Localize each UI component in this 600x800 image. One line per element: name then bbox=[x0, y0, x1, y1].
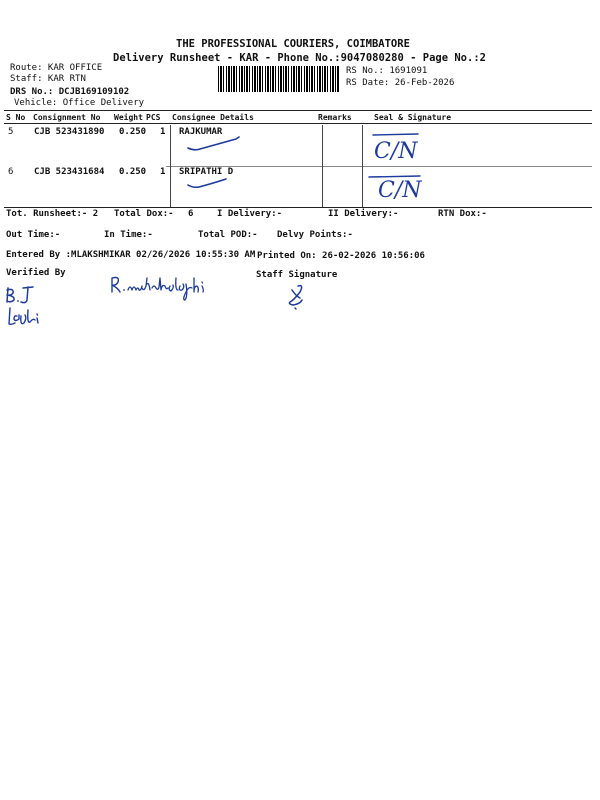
tot-runsheet: Tot. Runsheet:- 2 bbox=[6, 209, 99, 219]
table-bottom-rule bbox=[4, 207, 592, 208]
route-label: Route: KAR OFFICE bbox=[10, 63, 103, 73]
header-remarks: Remarks bbox=[318, 113, 352, 122]
row-consignee: SRIPATHI D bbox=[179, 167, 234, 177]
verified-by-label: Verified By bbox=[6, 268, 66, 278]
row-consignee: RAJKUMAR bbox=[179, 127, 223, 137]
drs-number: DRS No.: DCJB169109102 bbox=[10, 87, 130, 97]
verifier-signature bbox=[2, 282, 62, 342]
header-seal: Seal & Signature bbox=[374, 113, 452, 122]
row-tick-mark bbox=[184, 134, 248, 156]
runsheet-title: Delivery Runsheet - KAR - Phone No.:9047080280 - Page No.:2 bbox=[113, 52, 486, 64]
row-pcs: 1 bbox=[160, 127, 166, 137]
verifier-signature-name bbox=[108, 270, 236, 306]
total-pod: Total POD:- bbox=[198, 230, 258, 240]
i-delivery: I Delivery:- bbox=[217, 209, 283, 219]
total-dox: Total Dox:- bbox=[114, 209, 174, 219]
staff-label: Staff: KAR RTN bbox=[10, 74, 86, 84]
printed-on: Printed On: 26-02-2026 10:56:06 bbox=[257, 251, 425, 261]
barcode bbox=[218, 66, 340, 92]
rtn-dox: RTN Dox:- bbox=[438, 209, 487, 219]
row-sno: 5 bbox=[8, 127, 14, 137]
delvy-points: Delvy Points:- bbox=[277, 230, 353, 240]
header-consignment: Consignment No bbox=[33, 113, 101, 122]
rs-date: RS Date: 26-Feb-2026 bbox=[346, 78, 455, 88]
staff-signature bbox=[280, 280, 316, 316]
header-consignee: Consignee Details bbox=[172, 113, 254, 122]
row-consignment: CJB 523431684 bbox=[34, 167, 105, 177]
seal-cn-mark: C/N bbox=[378, 178, 422, 203]
col-divider-seal bbox=[362, 125, 363, 207]
row-tick-mark bbox=[184, 173, 248, 195]
row-consignment: CJB 523431890 bbox=[34, 127, 105, 137]
row-sno: 6 bbox=[8, 167, 14, 177]
seal-cn-mark: C/N bbox=[374, 139, 418, 164]
total-dox-value: 6 bbox=[188, 209, 194, 219]
row-weight: 0.250 bbox=[119, 127, 147, 137]
row-pcs: 1 bbox=[160, 167, 166, 177]
vehicle-label: Vehicle: Office Delivery bbox=[14, 98, 145, 108]
table-top-rule bbox=[4, 110, 592, 111]
row-weight: 0.250 bbox=[119, 167, 147, 177]
in-time: In Time:- bbox=[104, 230, 153, 240]
staff-signature-label: Staff Signature bbox=[256, 270, 338, 280]
header-pcs: PCS bbox=[146, 113, 161, 122]
col-divider-remarks bbox=[322, 125, 323, 207]
table-header-rule bbox=[4, 123, 592, 124]
col-divider-consignee bbox=[170, 125, 171, 207]
header-weight: Weight bbox=[114, 113, 143, 122]
entered-by: Entered By :MLAKSHMIKAR 02/26/2026 10:55:30 AM bbox=[6, 250, 256, 260]
ii-delivery: II Delivery:- bbox=[328, 209, 399, 219]
header-sno: S No bbox=[6, 113, 26, 122]
rs-number: RS No.: 1691091 bbox=[346, 66, 428, 76]
company-title: THE PROFESSIONAL COURIERS, COIMBATORE bbox=[176, 38, 410, 50]
out-time: Out Time:- bbox=[6, 230, 61, 240]
